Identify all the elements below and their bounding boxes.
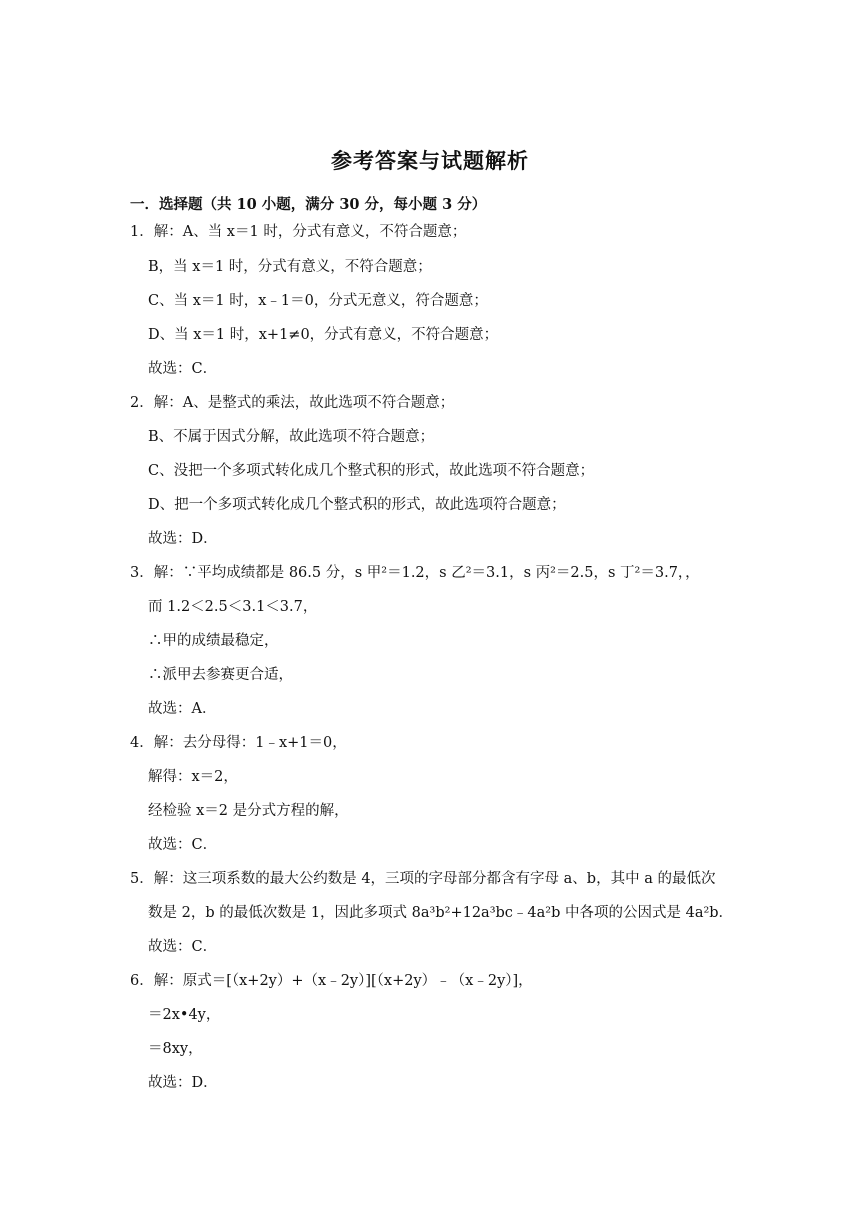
answer-line: 3．解：∵平均成绩都是 86.5 分，s 甲²＝1.2，s 乙²＝3.1，s 丙²＝2.5，s 丁²＝3.7，， bbox=[130, 565, 700, 581]
answer-line: B，当 x＝1 时，分式有意义，不符合题意； bbox=[148, 259, 432, 275]
answer-line: D、把一个多项式转化成几个整式积的形式，故此选项符合题意； bbox=[148, 497, 566, 513]
answer-line: 故选：A． bbox=[148, 701, 217, 717]
answer-line: ＝2x•4y， bbox=[148, 1007, 221, 1023]
section-heading: 一．选择题（共 10 小题，满分 30 分，每小题 3 分） bbox=[130, 196, 487, 213]
answer-line: 数是 2，b 的最低次数是 1，因此多项式 8a³b²+12a³bc﹣4a²b 中各项的公因式是 4a²b． bbox=[148, 905, 734, 921]
answer-line: C、当 x＝1 时，x﹣1＝0，分式无意义，符合题意； bbox=[148, 293, 488, 309]
answer-line: 故选：C． bbox=[148, 939, 218, 955]
answer-line: 故选：C． bbox=[148, 837, 218, 853]
answer-line: 2．解：A、是整式的乘法，故此选项不符合题意； bbox=[130, 395, 455, 411]
answer-line: B、不属于因式分解，故此选项不符合题意； bbox=[148, 429, 435, 445]
answer-line: 故选：C． bbox=[148, 361, 218, 377]
answer-line: 解得：x＝2， bbox=[148, 769, 238, 785]
answer-line: 故选：D． bbox=[148, 531, 218, 547]
answer-line: 而 1.2＜2.5＜3.1＜3.7， bbox=[148, 599, 318, 615]
answer-line: 故选：D． bbox=[148, 1075, 218, 1091]
page-title: 参考答案与试题解析 bbox=[331, 148, 529, 173]
answer-line: 经检验 x＝2 是分式方程的解， bbox=[148, 803, 349, 819]
answer-line: 4．解：去分母得：1﹣x+1＝0， bbox=[130, 735, 347, 751]
answer-line: 1．解：A、当 x＝1 时，分式有意义，不符合题意； bbox=[130, 224, 467, 240]
answer-line: ∴甲的成绩最稳定， bbox=[148, 633, 279, 649]
answer-line: 5．解：这三项系数的最大公约数是 4，三项的字母部分都含有字母 a、b，其中 a 的最低次 bbox=[130, 871, 716, 887]
answer-line: ＝8xy， bbox=[148, 1041, 203, 1057]
answer-line: ∴派甲去参赛更合适， bbox=[148, 667, 293, 683]
answer-line: D、当 x＝1 时，x+1≠0，分式有意义，不符合题意； bbox=[148, 327, 499, 343]
answer-line: C、没把一个多项式转化成几个整式积的形式，故此选项不符合题意； bbox=[148, 463, 595, 479]
answer-line: 6．解：原式＝[（x+2y）+（x﹣2y）][（x+2y）﹣（x﹣2y）]， bbox=[130, 973, 533, 989]
